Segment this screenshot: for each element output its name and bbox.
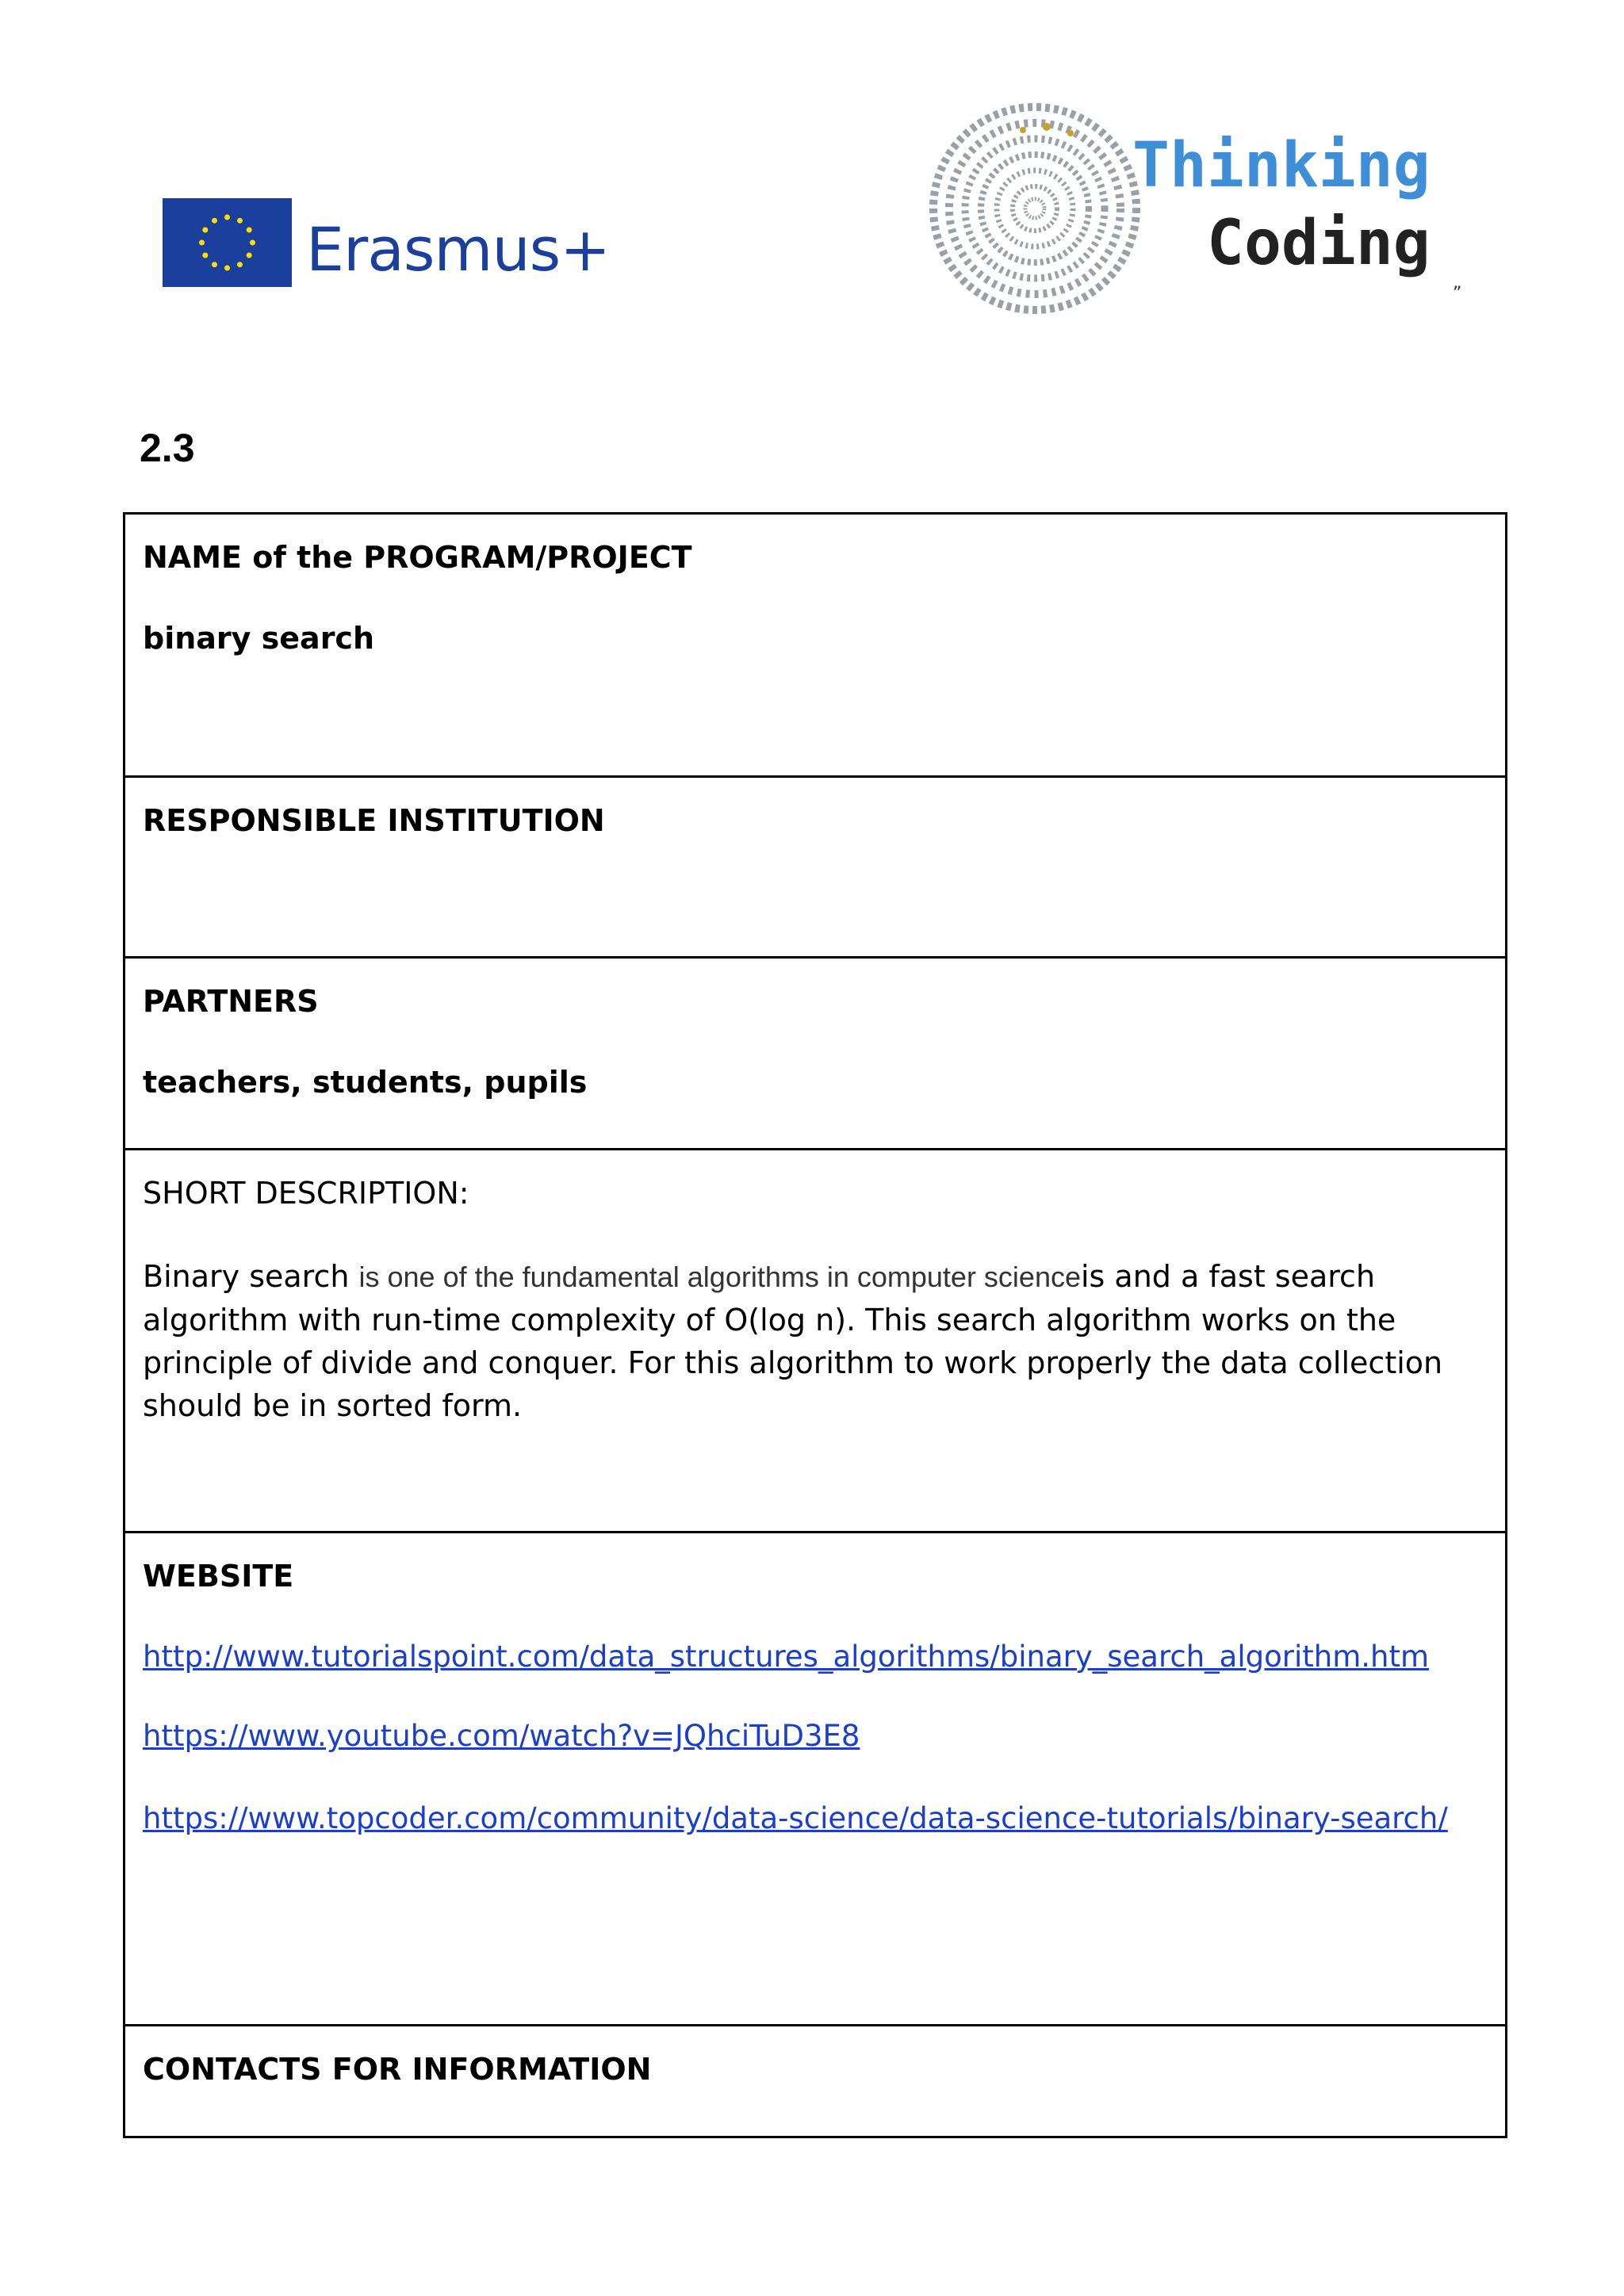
name-label: NAME of the PROGRAM/PROJECT xyxy=(143,540,692,575)
eu-flag-icon xyxy=(163,198,292,287)
institution-row xyxy=(125,778,1505,959)
erasmus-logo xyxy=(163,198,610,287)
project-table xyxy=(123,512,1507,2138)
partners-row xyxy=(125,959,1505,1150)
website-link-youtube[interactable]: https://www.youtube.com/watch?v=JQhciTuD3E8 xyxy=(143,1718,860,1753)
description-part-2: is one of the fundamental algorithms in computer science xyxy=(358,1260,1081,1293)
partners-label: PARTNERS xyxy=(143,984,319,1019)
thinking-coding-logo xyxy=(928,95,1435,317)
description-text xyxy=(143,1255,1488,1427)
coding-label: Coding xyxy=(1207,208,1431,279)
institution-label: RESPONSIBLE INSTITUTION xyxy=(143,803,605,838)
website-row xyxy=(125,1533,1505,2026)
thinking-label: Thinking xyxy=(1132,130,1431,201)
name-value: binary search xyxy=(143,620,375,656)
name-row xyxy=(125,515,1505,778)
quote-mark: ” xyxy=(1453,284,1462,304)
section-number: 2.3 xyxy=(140,426,195,470)
partners-value: teachers, students, pupils xyxy=(143,1064,588,1100)
website-link-topcoder[interactable]: https://www.topcoder.com/community/data-science/data-science-tutorials/binary-search/ xyxy=(143,1801,1448,1836)
description-part-1: Binary search xyxy=(143,1258,359,1294)
contacts-row xyxy=(125,2026,1505,2136)
description-row xyxy=(125,1150,1505,1533)
website-label: WEBSITE xyxy=(143,1559,294,1594)
contacts-label: CONTACTS FOR INFORMATION xyxy=(143,2052,652,2087)
binary-circle-icon xyxy=(928,101,1142,316)
website-link-tutorialspoint[interactable]: http://www.tutorialspoint.com/data_structures_algorithms/binary_search_algorithm.htm xyxy=(143,1639,1430,1674)
description-label: SHORT DESCRIPTION: xyxy=(143,1176,469,1211)
erasmus-label: Erasmus+ xyxy=(306,214,610,285)
description-part-3: is and a fast search algorithm with run-time complexity of O(log n). This search algorithm works on the principle of divide and conquer. For this algorithm to work properly the data collection should be in sorted form. xyxy=(143,1258,1443,1423)
